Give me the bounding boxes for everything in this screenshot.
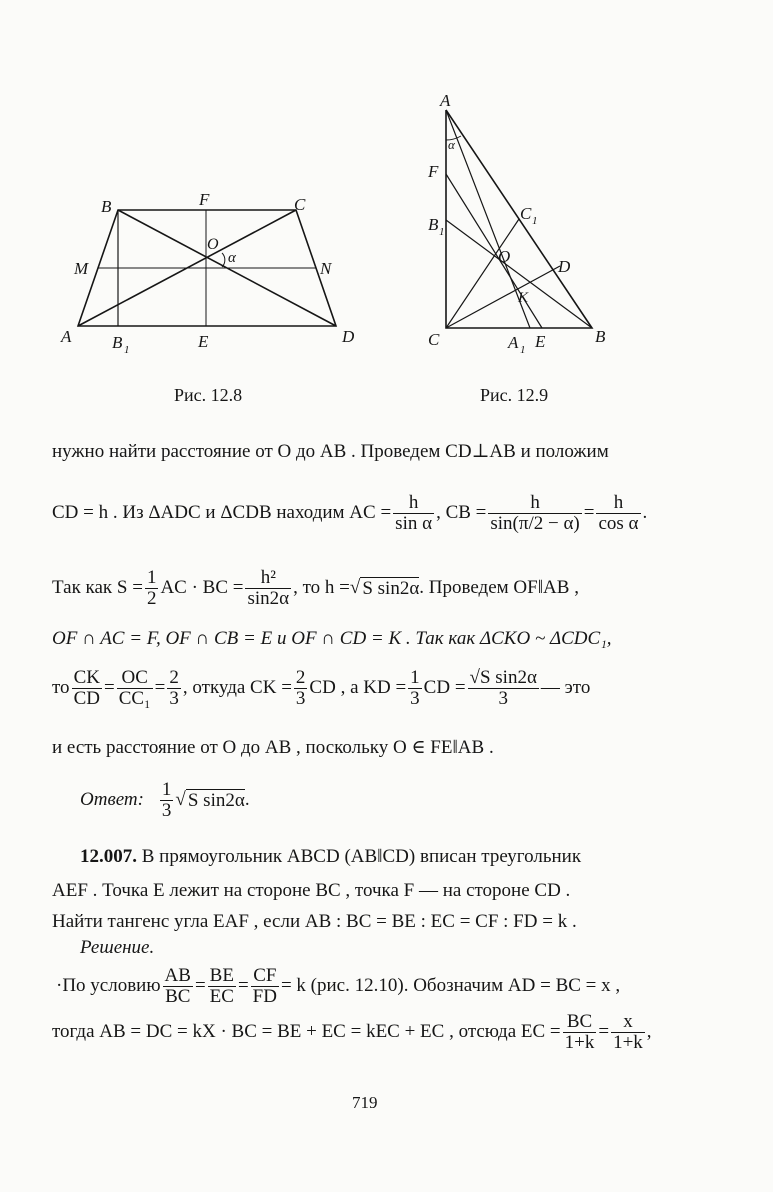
denominator: 3 — [161, 799, 172, 821]
denominator: 3 — [410, 687, 420, 709]
text-line-3 — [52, 568, 579, 609]
text-segment: . — [642, 502, 648, 524]
fig8-label-c: C — [294, 195, 306, 214]
fig9-label-alpha: α — [448, 137, 455, 152]
numerator: OC — [121, 667, 148, 688]
fig8-label-d: D — [342, 327, 355, 346]
fig9-label-b1-sub: 1 — [439, 226, 445, 238]
denominator: EC — [209, 985, 234, 1007]
numerator: CF — [253, 965, 277, 986]
fig9-label-a1-sub: 1 — [520, 344, 526, 356]
solution-label: Решение. — [80, 937, 155, 958]
text-line-5 — [52, 668, 590, 709]
solution-line-1 — [56, 966, 620, 1007]
text-segment: = — [583, 502, 595, 524]
text-line-1: нужно найти расстояние от O до AB . Проведем CD⊥AB и положим — [52, 441, 609, 462]
answer-label: Ответ: — [80, 789, 144, 811]
numerator: h — [613, 492, 624, 513]
fig8-label-o: O — [207, 236, 219, 253]
problem-line-3: Найти тангенс угла EAF , если AB : BC = BE : EC = CF : FD = k . — [52, 911, 577, 932]
numerator: x — [623, 1011, 633, 1032]
answer-line — [80, 780, 250, 821]
numerator: BC — [566, 1011, 593, 1032]
fraction — [163, 966, 193, 1007]
numerator: BE — [209, 965, 234, 986]
numerator: CK — [73, 667, 100, 688]
denominator: sin2α — [247, 587, 290, 609]
text-segment: = — [154, 677, 166, 699]
fig-12-9-caption: Рис. 12.9 — [480, 385, 549, 405]
fig8-label-b: B — [101, 197, 112, 216]
fraction — [596, 493, 640, 534]
problem-number: 12.007. — [80, 846, 137, 867]
fraction — [117, 668, 153, 709]
denominator: 1+k — [613, 1031, 643, 1053]
fraction — [611, 1012, 645, 1053]
text-segment: . Проведем OF‖AB , — [419, 577, 579, 599]
text-segment: — это — [540, 677, 591, 699]
fig9-label-a1: A — [508, 333, 519, 352]
fraction — [393, 493, 434, 534]
text-segment: , то h = — [293, 577, 350, 599]
denominator: 2 — [146, 587, 157, 609]
fraction — [145, 568, 159, 609]
fig9-label-f: F — [428, 162, 439, 181]
text-segment: CD = h . Из ΔADC и ΔCDB находим AC = — [52, 502, 392, 524]
fraction — [408, 668, 422, 709]
fraction — [245, 568, 291, 609]
text-segment: = — [598, 1021, 610, 1043]
text-segment: Так как S = — [52, 577, 143, 599]
sqrt-radicand: S sin2α — [187, 789, 245, 811]
denominator: BC — [163, 986, 193, 1007]
text-line-4: OF ∩ AC = F, OF ∩ CB = E и OF ∩ CD = K . Так как ΔCKO ~ ΔCDC₁, — [52, 628, 612, 649]
numerator: 1 — [146, 567, 157, 588]
fraction — [208, 966, 236, 1007]
sqrt-radicand: S sin2α — [362, 577, 420, 599]
fraction — [468, 668, 539, 709]
text-segment: = — [103, 677, 115, 699]
sqrt-sign: √ — [175, 789, 186, 811]
fig8-label-b1: B — [112, 333, 123, 352]
text-segment: . — [244, 789, 250, 811]
fraction — [167, 668, 181, 709]
sqrt-sign: √ — [349, 577, 361, 599]
fraction — [251, 966, 279, 1007]
numerator: 1 — [410, 667, 420, 688]
text-segment: = — [194, 975, 206, 997]
fraction — [160, 780, 174, 821]
text-segment: CD = — [423, 677, 466, 699]
fig8-label-n: N — [320, 259, 332, 278]
fig9-label-b: B — [595, 327, 606, 346]
numerator: 2 — [169, 667, 179, 688]
fraction — [563, 1012, 597, 1053]
numerator: 1 — [161, 779, 172, 800]
denominator: cos α — [598, 512, 639, 534]
text-segment: , CB = — [436, 502, 487, 524]
text-segment: , откуда CK = — [182, 677, 292, 699]
text-segment: тогда AB = DC = kX · BC = BE + EC = kEC + EC , отсюда EC = — [52, 1021, 561, 1043]
text-segment: = k (рис. 12.10). Обозначим AD = BC = x , — [280, 975, 621, 997]
fig9-label-b1: B — [428, 215, 439, 234]
text-segment: AC · BC = — [160, 577, 244, 599]
height-cd — [446, 266, 560, 328]
text-line-6: и есть расстояние от O до AB , поскольку O ∈ FE‖AB . — [52, 737, 494, 758]
denominator: 3 — [169, 687, 179, 709]
numerator: h² — [260, 567, 276, 588]
numerator: h — [408, 492, 419, 513]
fraction — [294, 668, 308, 709]
numerator: √S sin2α — [469, 667, 537, 688]
text-segment: = — [237, 975, 249, 997]
fig-12-8-caption: Рис. 12.8 — [174, 385, 243, 405]
fig9-label-e: E — [535, 332, 546, 351]
fraction — [72, 668, 102, 709]
numerator: AB — [164, 965, 191, 986]
problem-text: В прямоугольник ABCD (AB‖CD) вписан треугольник — [141, 846, 582, 867]
denominator: 3 — [468, 688, 539, 709]
fraction — [488, 493, 581, 534]
fig9-label-d: D — [558, 257, 571, 276]
fig9-label-c1-sub: 1 — [532, 215, 538, 227]
text-segment: CD , а KD = — [309, 677, 407, 699]
fig8-label-f: F — [199, 190, 210, 209]
fig8-label-m: M — [74, 259, 89, 278]
denominator: CC₁ — [118, 687, 151, 709]
fig9-label-c: C — [428, 330, 440, 349]
denominator: FD — [252, 985, 277, 1007]
numerator: 2 — [295, 667, 306, 688]
denominator: CD — [73, 687, 100, 709]
page-number: 719 — [352, 1093, 378, 1112]
text-line-2 — [52, 493, 647, 534]
solution-line-2 — [52, 1012, 652, 1053]
fig9-label-a: A — [440, 91, 451, 110]
denominator: sin α — [395, 512, 433, 534]
fig9-label-o: O — [498, 247, 511, 266]
fig8-label-b1-sub: 1 — [124, 344, 130, 356]
fig8-label-alpha: α — [228, 250, 236, 266]
text-segment: , — [646, 1021, 652, 1043]
text-segment: ·По условию — [56, 975, 161, 997]
fig9-label-k: K — [518, 290, 529, 306]
text-segment: то — [52, 677, 70, 699]
fig9-label-c1: C — [520, 204, 532, 223]
numerator: h — [530, 492, 540, 513]
problem-line-1 — [80, 846, 581, 868]
problem-line-2: AEF . Точка E лежит на стороне BC , точка F — на стороне CD . — [52, 880, 571, 901]
denominator: sin(π/2 − α) — [490, 512, 580, 534]
denominator: 3 — [295, 687, 306, 709]
denominator: 1+k — [564, 1031, 595, 1053]
fig8-label-a: A — [61, 327, 72, 346]
fig8-label-e: E — [198, 332, 209, 351]
figure-12-8 — [0, 0, 773, 420]
